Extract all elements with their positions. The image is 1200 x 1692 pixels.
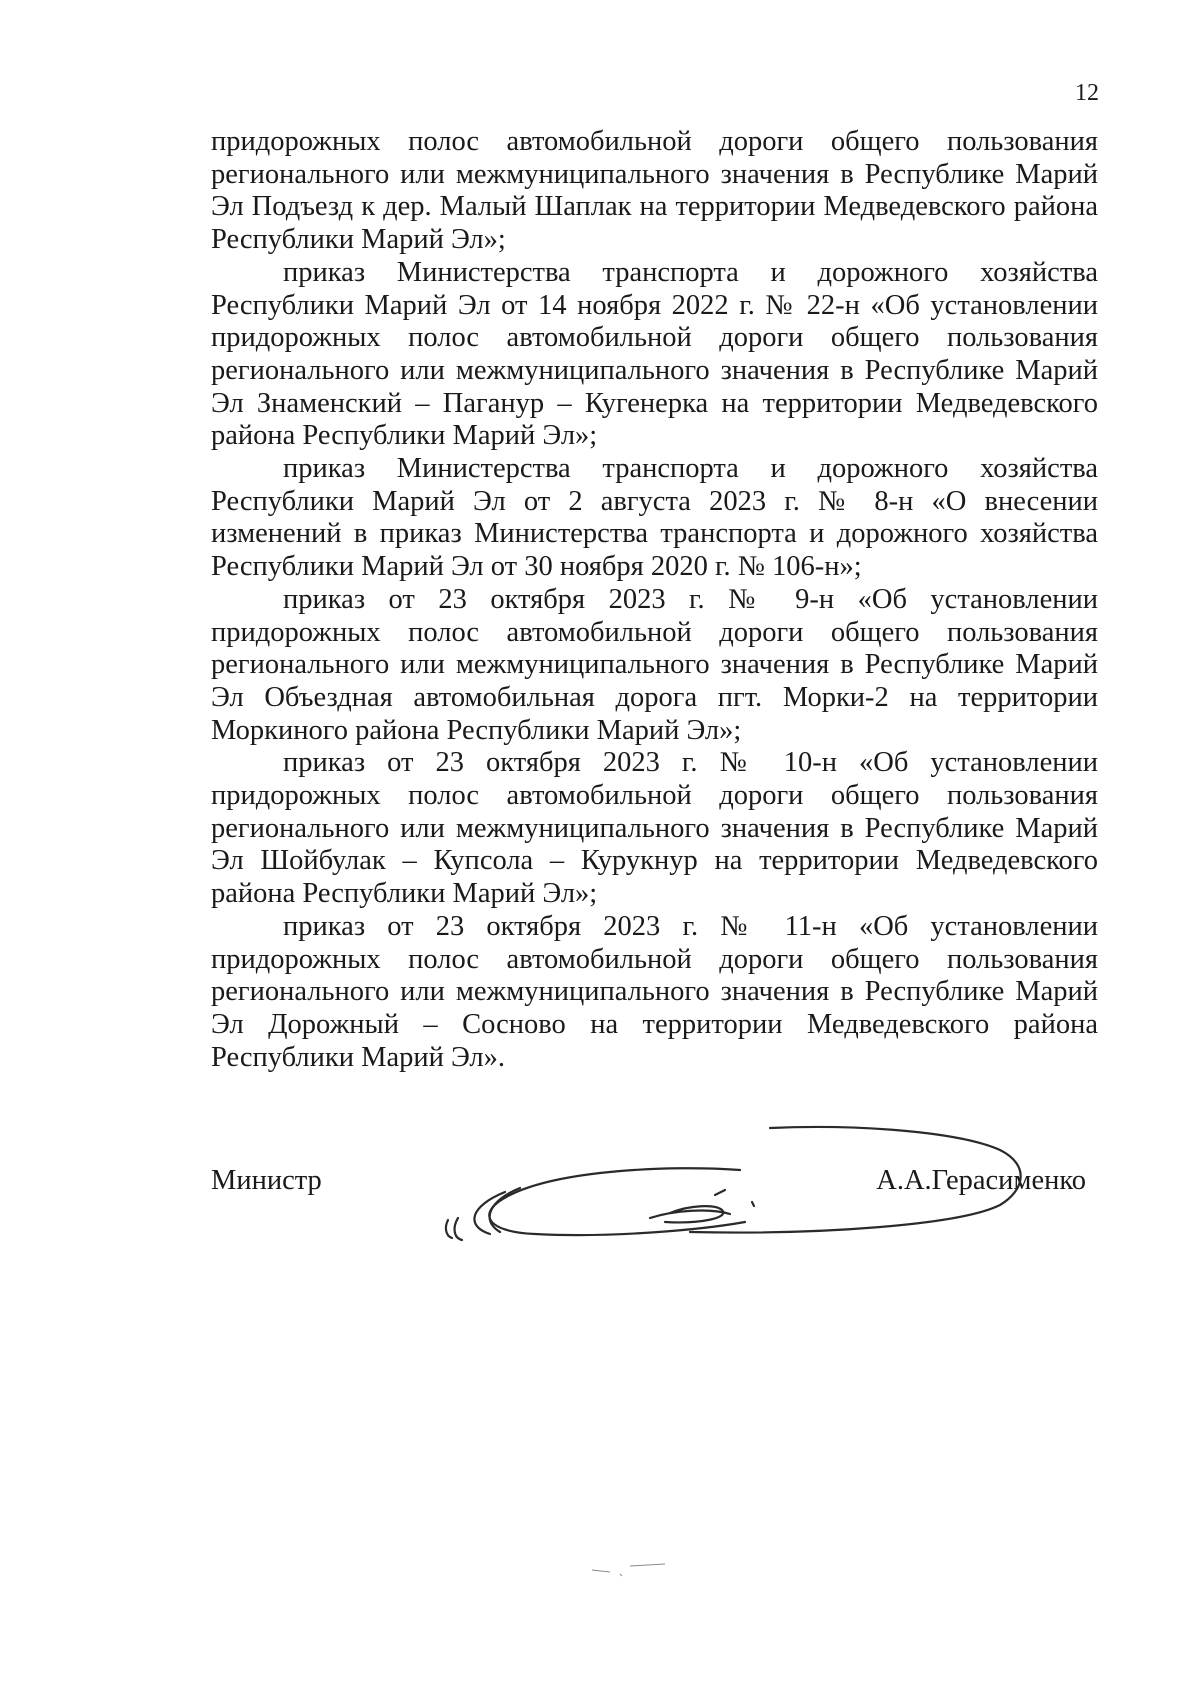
paragraph-order-9n: приказ от 23 октября 2023 г. № 9-н «Об установлении придорожных полос автомобильной дороги общего пользования регионального или межмуниципального значения в Республике Марий Эл Объездная автомобильная дорога пгт. Морки-2 на территории Моркиного района Республики Марий Эл»;: [211, 583, 1098, 746]
page-number: 12: [1075, 80, 1099, 106]
handwritten-signature: [440, 1110, 1080, 1260]
signer-name: А.А.Герасименко: [876, 1165, 1086, 1196]
document-body: [211, 126, 1098, 1074]
paragraph-order-10n: приказ от 23 октября 2023 г. № 10-н «Об установлении придорожных полос автомобильной дороги общего пользования регионального или межмуниципального значения в Республике Марий Эл Шойбулак – Купсола – Курукнур на территории Медведевского района Республики Марий Эл»;: [211, 747, 1098, 910]
paragraph-continuation: придорожных полос автомобильной дороги общего пользования регионального или межмуниципального значения в Республике Марий Эл Подъезд к дер. Малый Шаплак на территории Медведевского района Республики Марий Эл»;: [211, 126, 1098, 256]
signer-title: Министр: [211, 1165, 322, 1196]
paragraph-order-11n: приказ от 23 октября 2023 г. № 11-н «Об установлении придорожных полос автомобильной дороги общего пользования регионального или межмуниципального значения в Республике Марий Эл Дорожный – Сосново на территории Медведевского района Республики Марий Эл».: [211, 910, 1098, 1073]
paragraph-order-22n: приказ Министерства транспорта и дорожного хозяйства Республики Марий Эл от 14 ноября 2022 г. № 22-н «Об установлении придорожных полос автомобильной дороги общего пользования регионального или межмуниципального значения в Республике Марий Эл Знаменский – Паганур – Кугенерка на территории Медведевского района Республики Марий Эл»;: [211, 256, 1098, 452]
scan-artifact: [590, 1560, 680, 1580]
paragraph-order-8n: приказ Министерства транспорта и дорожного хозяйства Республики Марий Эл от 2 августа 2023 г. № 8-н «О внесении изменений в приказ Министерства транспорта и дорожного хозяйства Республики Марий Эл от 30 ноября 2020 г. № 106-н»;: [211, 453, 1098, 583]
